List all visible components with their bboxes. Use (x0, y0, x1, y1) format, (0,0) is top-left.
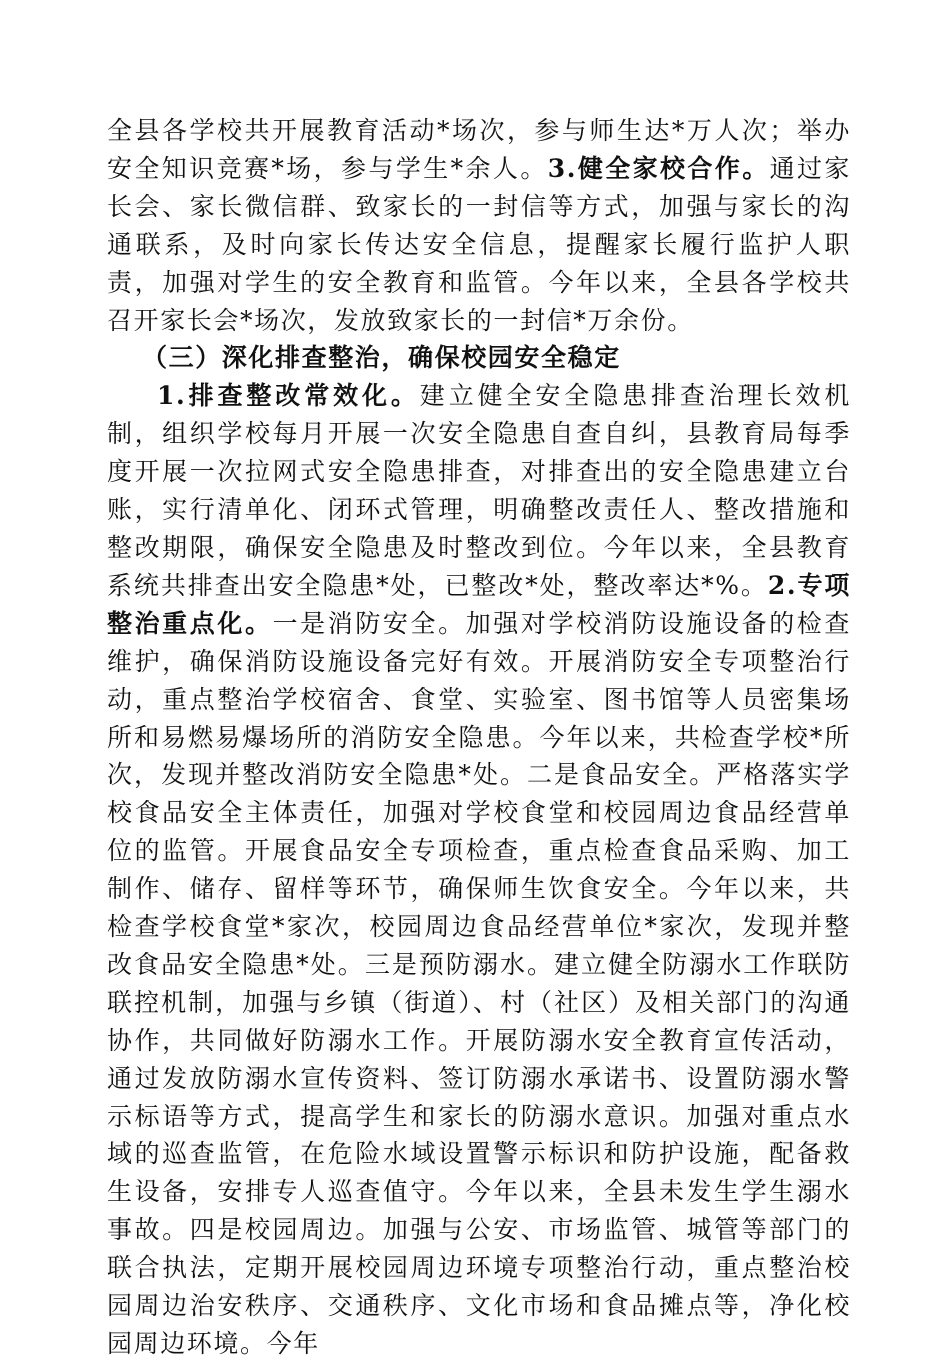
section-heading-3: （三）深化排查整治，确保校园安全稳定 (142, 343, 621, 373)
paragraph-text: 全县各学校共开展教育活动*场次，参与师生达*万人次；举办安全知识竞赛*场，参与学生*余人。 (107, 116, 851, 183)
subheading-special-rectification: 2.专项整治重点化。 (107, 570, 851, 638)
subheading-home-school-cooperation: 3.健全家校合作。 (547, 153, 770, 183)
document-page (107, 112, 851, 1363)
paragraph-text: 通过家长会、家长微信群、致家长的一封信等方式，加强与家长的沟通联系，及时向家长传达安全信息，提醒家长履行监护人职责，加强对学生的安全教育和监管。今年以来，全县各学校共召开家长会*场次，发放致家长的一封信*万余份。 (107, 153, 852, 335)
paragraph-text: 一是消防安全。加强对学校消防设施设备的检查维护，确保消防设施设备完好有效。开展消防安全专项整治行动，重点整治学校宿舍、食堂、实验室、图书馆等人员密集场所和易燃易爆场所的消防安全隐患。今年以来，共检查学校*所次，发现并整改消防安全隐患*处。二是食品安全。严格落实学校食品安全主体责任，加强对学校食堂和校园周边食品经营单位的监管。开展食品安全专项检查，重点检查食品采购、加工制作、储存、留样等环节，确保师生饮食安全。今年以来，共检查学校食堂*家次，校园周边食品经营单位*家次，发现并整改食品安全隐患*处。三是预防溺水。建立健全防溺水工作联防联控机制，加强与乡镇（街道）、村（社区）及相关部门的沟通协作，共同做好防溺水工作。开展防溺水安全教育宣传活动，通过发放防溺水宣传资料、签订防溺水承诺书、设置防溺水警示标语等方式，提高学生和家长的防溺水意识。加强对重点水域的巡查监管，在危险水域设置警示标识和防护设施，配备救生设备，安排专人巡查值守。今年以来，全县未发生学生溺水事故。四是校园周边。加强与公安、市场监管、城管等部门的联合执法，定期开展校园周边环境专项整治行动，重点整治校园周边治安秩序、交通秩序、文化市场和食品摊点等，净化校园周边环境。今年 (107, 608, 851, 1358)
paragraph-home-school (107, 112, 851, 339)
paragraph-text: 建立健全安全隐患排查治理长效机制，组织学校每月开展一次安全隐患自查自纠，县教育局每季度开展一次拉网式安全隐患排查，对排查出的安全隐患建立台账，实行清单化、闭环式管理，明确整改责任人、整改措施和整改期限，确保安全隐患及时整改到位。今年以来，全县教育系统共排查出安全隐患*处，已整改*处，整改率达*%。 (107, 381, 851, 600)
subheading-inspection-normalized: 1.排查整改常效化。 (157, 381, 420, 411)
paragraph-inspection (107, 377, 851, 1363)
